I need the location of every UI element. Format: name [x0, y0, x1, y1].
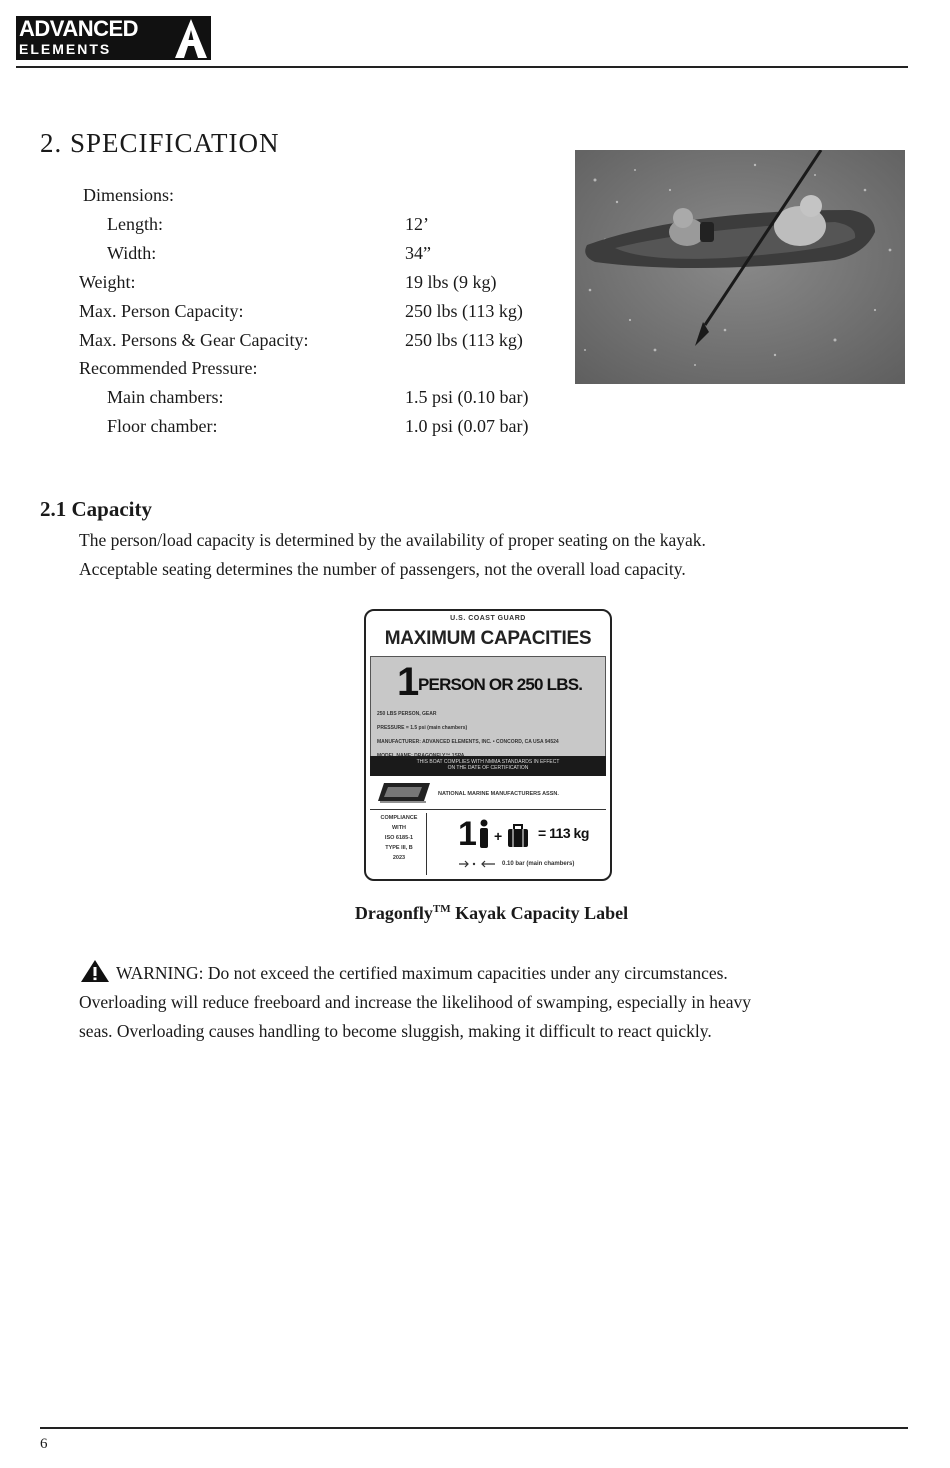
spec-label-floor-chamber: Floor chamber: — [107, 416, 218, 436]
label-pressure-small: 0.10 bar (main chambers) — [502, 861, 575, 867]
logo-line2: ELEMENTS — [19, 41, 112, 57]
compliance-line: 2023 — [392, 855, 406, 861]
warning-icon — [80, 959, 110, 983]
label-kg-text: = 113 kg — [538, 825, 589, 841]
page-number: 6 — [40, 1436, 48, 1452]
label-line-c: MANUFACTURER: ADVANCED ELEMENTS, INC. • CONCORD, CA USA 94524 — [377, 739, 559, 745]
compliance-line: TYPE III, B — [385, 845, 413, 851]
kayak-photo — [575, 150, 905, 384]
spec-label-weight: Weight: — [79, 272, 136, 292]
brand-logo — [16, 16, 194, 60]
caption-tm: TM — [432, 903, 451, 915]
compliance-line: WITH — [391, 825, 407, 831]
label-formula-number: 1 — [458, 815, 477, 853]
warning-line-2: Overloading will reduce freeboard and increase the likelihood of swamping, especially in heavy — [79, 992, 752, 1012]
capacity-line-2: Acceptable seating determines the number of passengers, not the overall load capacity. — [79, 559, 686, 579]
compliance-line: ISO 6185-1 — [384, 835, 414, 841]
logo-a-mark-icon — [171, 16, 211, 60]
compliance-line: COMPLIANCE — [380, 815, 418, 821]
label-compliance — [372, 813, 427, 875]
capacity-label-graphic — [364, 609, 612, 881]
spec-value-width: 34” — [405, 243, 431, 263]
arrows-icon — [458, 859, 496, 869]
label-title: MAXIMUM CAPACITIES — [384, 628, 592, 649]
logo-line1: ADVANCED — [19, 16, 139, 41]
spec-value-floor-chamber: 1.0 psi (0.07 bar) — [405, 416, 529, 436]
spec-value-main-chambers: 1.5 psi (0.10 bar) — [405, 387, 529, 407]
nmma-logo-icon — [374, 781, 432, 803]
capacity-line-1: The person/load capacity is determined by the availability of proper seating on the kayak. — [79, 530, 706, 550]
header-rule — [16, 66, 908, 68]
spec-label-main-chambers: Main chambers: — [107, 387, 224, 407]
label-person-text: PERSON OR 250 LBS. — [418, 675, 583, 694]
spec-value-length: 12’ — [405, 214, 429, 234]
label-gray-panel — [370, 656, 606, 766]
label-big-number: 1 — [397, 660, 420, 704]
spec-label-length: Length: — [107, 214, 163, 234]
spec-value-gear-capacity: 250 lbs (113 kg) — [405, 330, 523, 350]
label-agency: U.S. COAST GUARD — [450, 615, 526, 622]
label-black-text — [370, 759, 606, 771]
label-line-b: PRESSURE = 1.5 psi (main chambers) — [377, 725, 468, 731]
label-divider — [370, 809, 606, 810]
spec-label-width: Width: — [107, 243, 157, 263]
label-black-line1: THIS BOAT COMPLIES WITH NMMA STANDARDS IN EFFECT — [416, 759, 560, 765]
dimensions-heading: Dimensions: — [83, 185, 175, 205]
spec-label-pressure: Recommended Pressure: — [79, 358, 258, 378]
caption-before: Dragonfly — [354, 903, 433, 923]
label-caption — [0, 903, 950, 924]
caption-after: Kayak Capacity Label — [450, 903, 629, 923]
label-line-a: 250 LBS PERSON, GEAR — [377, 711, 437, 717]
spec-value-person-capacity: 250 lbs (113 kg) — [405, 301, 523, 321]
capacity-heading: 2.1 Capacity — [40, 497, 152, 521]
warning-line-1: WARNING: Do not exceed the certified maximum capacities under any circumstances. — [116, 963, 728, 983]
warning-line-3: seas. Overloading causes handling to become sluggish, making it difficult to react quickly. — [79, 1021, 712, 1041]
spec-value-weight: 19 lbs (9 kg) — [405, 272, 497, 292]
svg-text:+: + — [494, 828, 503, 844]
footer-rule — [40, 1427, 908, 1429]
section-title: 2. SPECIFICATION — [40, 128, 280, 158]
spec-label-person-capacity: Max. Person Capacity: — [79, 301, 244, 321]
label-nmma-text: NATIONAL MARINE MANUFACTURERS ASSN. — [438, 791, 559, 797]
logo-box — [16, 16, 171, 60]
spec-label-gear-capacity: Max. Persons & Gear Capacity: — [79, 330, 309, 350]
person-plus-gear-icon — [478, 819, 534, 849]
label-black-line2: ON THE DATE OF CERTIFICATION — [447, 765, 529, 771]
label-black-bar — [370, 756, 606, 776]
